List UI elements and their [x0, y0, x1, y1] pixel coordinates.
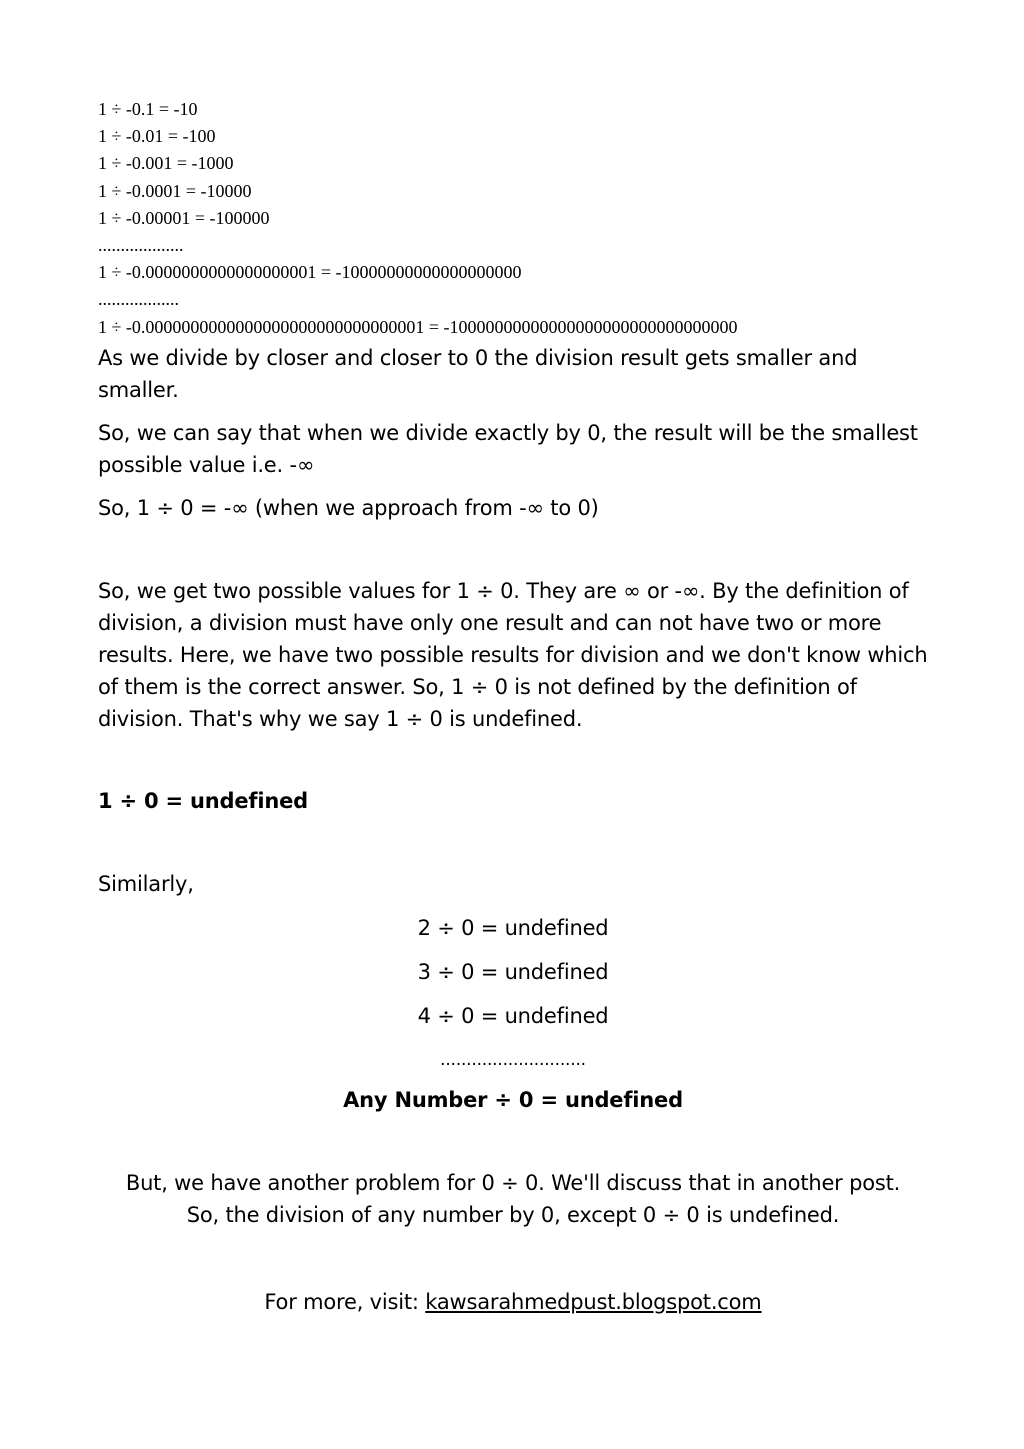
ellipsis-line: .................. [98, 289, 179, 310]
division-line: 1 ÷ -0.0001 = -10000 [98, 180, 252, 201]
ellipsis-line: ................... [98, 235, 184, 256]
document-page [98, 96, 928, 1318]
paragraph-two-values: So, we get two possible values for 1 ÷ 0. They are ∞ or -∞. By the definition of division, a division must have only one result and can not have two or more results. Here, we have two possible results for division and we don't know which of them is the correct answer. So, 1 ÷ 0 is not defined by the definition of division. That's why we say 1 ÷ 0 is undefined. [98, 578, 928, 731]
division-line: 1 ÷ -0.00001 = -100000 [98, 207, 270, 228]
similarly-label: Similarly, [98, 871, 194, 896]
footer-prefix: For more, visit: [264, 1289, 426, 1314]
blog-link[interactable]: kawsarahmedpust.blogspot.com [425, 1289, 762, 1314]
division-line: 1 ÷ -0.001 = -1000 [98, 153, 234, 174]
paragraph-smallest-value: So, we can say that when we divide exactly by 0, the result will be the smallest possible value i.e. -∞ [98, 420, 918, 477]
division-line: 1 ÷ -0.0000000000000000001 = -10000000000000000000 [98, 262, 522, 283]
example-line: 4 ÷ 0 = undefined [417, 1003, 609, 1028]
conclusion-heading: 1 ÷ 0 = undefined [98, 788, 308, 813]
paragraph-closer-to-zero: As we divide by closer and closer to 0 the division result gets smaller and smaller. [98, 345, 858, 402]
example-line: 2 ÷ 0 = undefined [417, 915, 609, 940]
example-line: 3 ÷ 0 = undefined [417, 959, 609, 984]
general-rule: Any Number ÷ 0 = undefined [343, 1087, 683, 1112]
paragraph-negative-infinity: So, 1 ÷ 0 = -∞ (when we approach from -∞ to 0) [98, 495, 599, 520]
division-sequence [98, 96, 928, 341]
closing-block [98, 1167, 928, 1231]
footer [98, 1286, 928, 1318]
division-line: 1 ÷ -0.0000000000000000000000000000001 = -10000000000000000000000000000000 [98, 316, 738, 337]
examples-block [98, 912, 928, 1116]
division-line: 1 ÷ -0.01 = -100 [98, 126, 216, 147]
division-line: 1 ÷ -0.1 = -10 [98, 99, 198, 119]
ellipsis-line: ............................ [440, 1049, 586, 1070]
closing-line: But, we have another problem for 0 ÷ 0. We'll discuss that in another post. [125, 1170, 901, 1195]
closing-line: So, the division of any number by 0, except 0 ÷ 0 is undefined. [186, 1202, 840, 1227]
